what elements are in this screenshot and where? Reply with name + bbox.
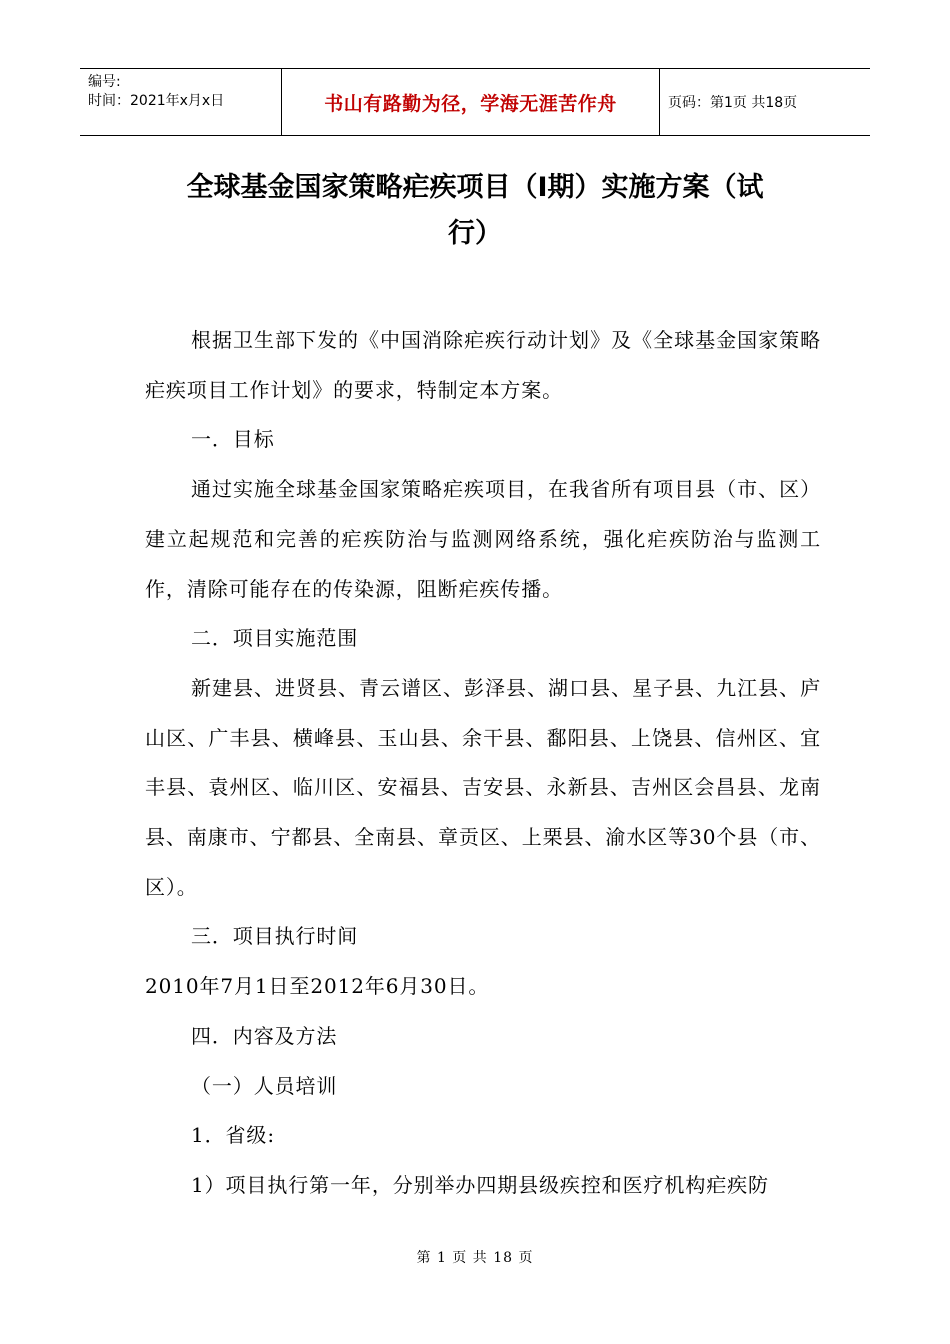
section-heading-scope: 二．项目实施范围	[191, 626, 359, 651]
list-item-first-year: 1）项目执行第一年，分别举办四期县级疾控和医疗机构疟疾防	[191, 1172, 769, 1197]
section-heading-methods: 四．内容及方法	[191, 1023, 338, 1048]
objectives-paragraph: 通过实施全球基金国家策略疟疾项目，在我省所有项目县（市、区）建立起规范和完善的疟疾防治与监测网络系统，强化疟疾防治与监测工作，清除可能存在的传染源，阻断疟疾传播。	[145, 477, 821, 601]
timeline-paragraph: 2010年7月1日至2012年6月30日。	[145, 974, 490, 999]
header-motto: 书山有路勤为径，学海无涯苦作舟	[324, 92, 617, 115]
header-page-cell	[660, 69, 870, 135]
section-heading-timeline: 三．项目执行时间	[191, 924, 359, 949]
document-header	[80, 68, 870, 136]
subsection-heading-training: （一）人员培训	[191, 1073, 338, 1098]
intro-paragraph: 根据卫生部下发的《中国消除疟疾行动计划》及《全球基金国家策略疟疾项目工作计划》的要求，特制定本方案。	[145, 328, 821, 402]
header-motto-cell	[282, 69, 660, 135]
document-time-label: 时间：2021年x月x日	[88, 93, 225, 109]
document-number-label: 编号:	[88, 74, 121, 90]
section-heading-objectives: 一．目标	[191, 427, 275, 452]
document-body	[145, 316, 821, 1211]
header-page-code: 页码：第1页 共18页	[668, 95, 798, 111]
title-line-1: 全球基金国家策略疟疾项目（Ⅰ期）实施方案（试	[186, 172, 764, 203]
document-title	[145, 165, 805, 257]
title-line-2: 行）	[448, 218, 502, 249]
scope-paragraph: 新建县、进贤县、青云谱区、彭泽县、湖口县、星子县、九江县、庐山区、广丰县、横峰县、玉山县、余干县、鄱阳县、上饶县、信州区、宜丰县、袁州区、临川区、安福县、吉安县、永新县、吉州区会昌县、龙南县、南康市、宁都县、全南县、章贡区、上栗县、渝水区等30个县（市、区）。	[145, 675, 821, 899]
item-heading-provincial: 1．省级:	[191, 1123, 275, 1148]
page-footer: 第 1 页 共 18 页	[416, 1250, 534, 1266]
header-meta-cell	[80, 69, 282, 135]
